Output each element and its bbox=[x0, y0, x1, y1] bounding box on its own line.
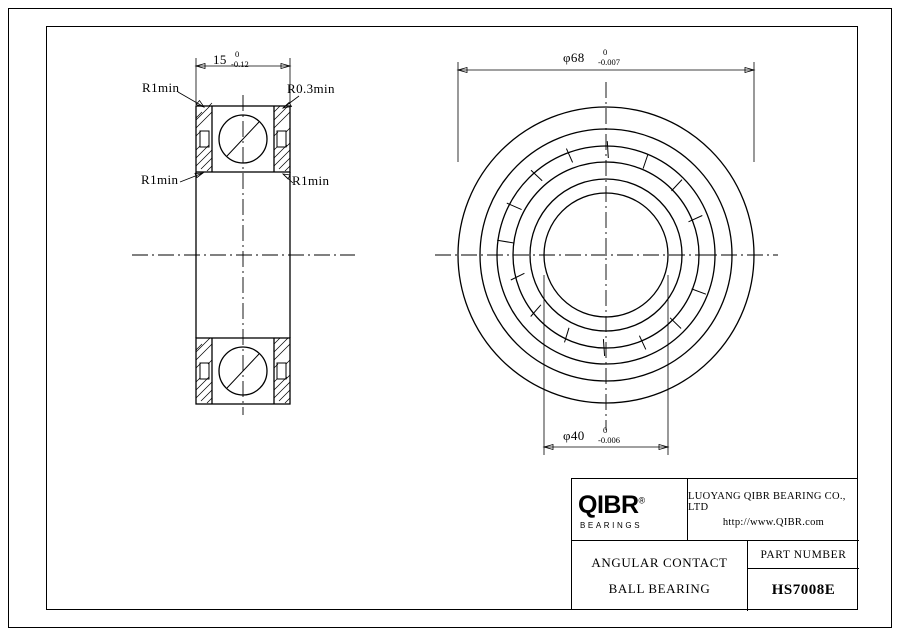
outer-diameter-tol-lower: -0.007 bbox=[598, 57, 620, 67]
width-dimension-value: 15 bbox=[213, 52, 227, 67]
width-tolerance-lower: -0.12 bbox=[231, 59, 249, 69]
radius-label-top-left: R1min bbox=[142, 80, 180, 95]
radius-label-mid-left: R1min bbox=[141, 172, 179, 187]
part-number-label: PART NUMBER bbox=[748, 541, 859, 569]
outer-diameter-value: φ68 bbox=[563, 50, 585, 65]
title-block bbox=[571, 478, 858, 610]
product-name-line1: ANGULAR CONTACT bbox=[591, 555, 728, 570]
outer-diameter-tol-upper: 0 bbox=[603, 47, 608, 57]
chamfer-label-top-right: R0.3min bbox=[287, 81, 335, 96]
product-name bbox=[572, 541, 748, 611]
company-info bbox=[688, 479, 859, 540]
company-name: LUOYANG QIBR BEARING CO., LTD bbox=[688, 491, 846, 513]
brand-text: QIBR bbox=[578, 491, 639, 519]
brand-name bbox=[578, 491, 688, 520]
radius-label-mid-right: R1min bbox=[292, 173, 330, 188]
inner-diameter-value: φ40 bbox=[563, 428, 585, 443]
product-name-line2: BALL BEARING bbox=[608, 581, 711, 596]
registered-trademark-icon: ® bbox=[638, 495, 645, 506]
title-block-header-row bbox=[572, 479, 859, 541]
brand-logo bbox=[572, 479, 688, 540]
inner-diameter-tol-lower: -0.006 bbox=[598, 435, 620, 445]
part-number-value: HS7008E bbox=[771, 581, 836, 598]
inner-diameter-tol-upper: 0 bbox=[603, 425, 608, 435]
width-tolerance-upper: 0 bbox=[235, 49, 240, 59]
part-number-cell bbox=[748, 541, 859, 611]
company-website[interactable]: http://www.QIBR.com bbox=[722, 517, 825, 528]
brand-tagline: BEARINGS bbox=[580, 521, 643, 530]
title-block-detail-row bbox=[572, 541, 859, 611]
